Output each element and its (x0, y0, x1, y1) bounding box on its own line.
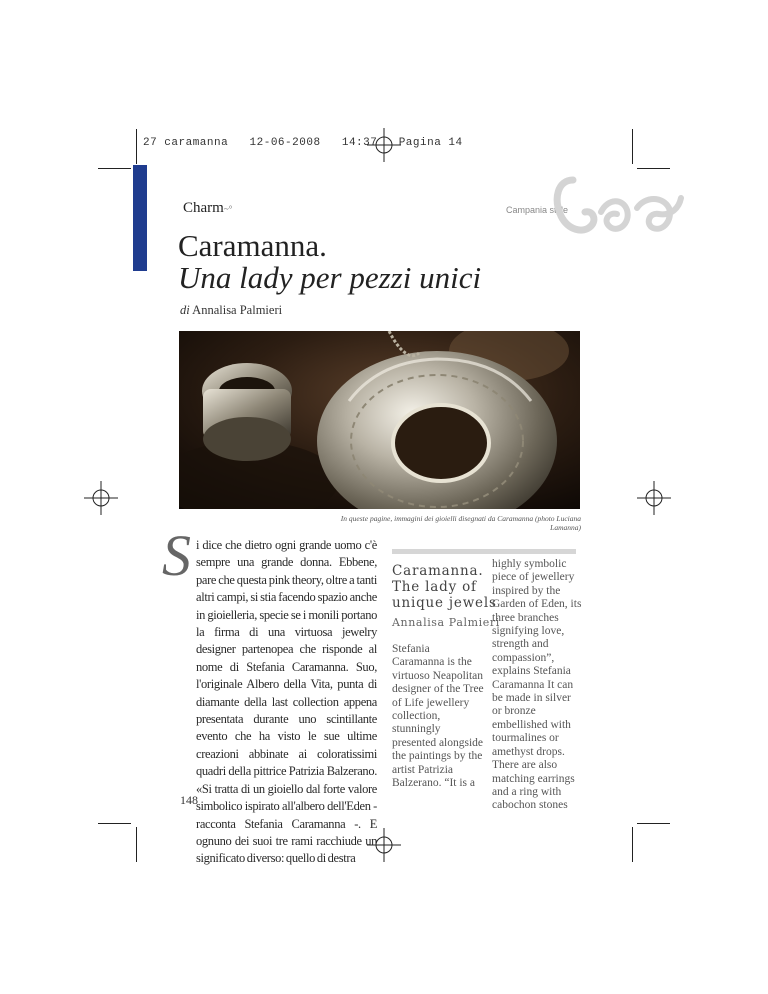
page-number: 148 (180, 793, 198, 807)
english-author: Annalisa Palmieri (392, 616, 500, 629)
drop-cap: S (162, 523, 191, 588)
article-body-italian: i dice che dietro ogni grande uomo c'è sempre una grande donna. Ebbene, pare che questa pink theory, oltre a tanti altri campi, si stia facendo spazio anche in gioielleria, specie se i monili portano la firma di una virtuosa jewelry designer partenopea che risponde al nome di Stefania Caramanna. Suo, l'originale Albero della Vita, punta di diamante della last collection appena presentata durante uno scintillante evento che ha visto le sue ultime creazioni abbinate ai coloratissimi quadri della pittrice Patrizia Balzerano. «Si tratta di un gioiello dal forte valore simbolico ispirato all'albero dell'Eden - racconta Stefania Caramanna -. E ognuno dei suoi tre rami racchiude un significato diverso: quello di destra (196, 538, 377, 866)
article-title: Caramanna. (178, 228, 327, 263)
slug-file: 27 caramanna (143, 137, 229, 149)
photo-caption: In queste pagine, immagini dei gioielli disegnati da Caramanna (photo Luciana Lamanna) (340, 514, 581, 532)
registration-mark-top (367, 128, 401, 162)
crop-mark (136, 827, 137, 862)
slug-time: 14:37 (341, 137, 378, 149)
section-color-tab (133, 165, 147, 271)
crop-mark (136, 129, 137, 164)
crop-mark (632, 827, 633, 862)
english-column-2: highly symbolic piece of jewellery inspired by the Garden of Eden, its three branches signifying love, strength and compassion”, explains Stefania Caramanna It can be made in silver or bronze embellished with tourmalines or amethyst drops. There are also matching earrings and a ring with cabochon stones (492, 558, 582, 812)
article-subtitle: Una lady per pezzi unici (178, 260, 482, 295)
slug-page: Pagina 14 (398, 137, 463, 149)
registration-mark-right (637, 481, 671, 515)
byline: di Annalisa Palmieri (180, 303, 283, 317)
crop-mark (637, 823, 670, 824)
section-label: Campania style (506, 205, 569, 215)
printer-slug (143, 137, 463, 149)
brand-logo: Charm~° (183, 200, 233, 216)
jewelry-photo (179, 331, 580, 509)
crop-mark (632, 129, 633, 164)
column-rule (392, 549, 576, 554)
registration-mark-left (84, 481, 118, 515)
english-title: Caramanna. The lady of unique jewels (392, 563, 497, 611)
decorative-swirl-icon (553, 168, 693, 248)
english-column-1: Stefania Caramanna is the virtuoso Neapolitan designer of the Tree of Life jewellery collection, stunningly presented alongside the paintings by the artist Patrizia Balzerano. “It is a (392, 643, 484, 790)
slug-date: 12-06-2008 (249, 137, 321, 149)
crop-mark (98, 168, 131, 169)
crop-mark (98, 823, 131, 824)
